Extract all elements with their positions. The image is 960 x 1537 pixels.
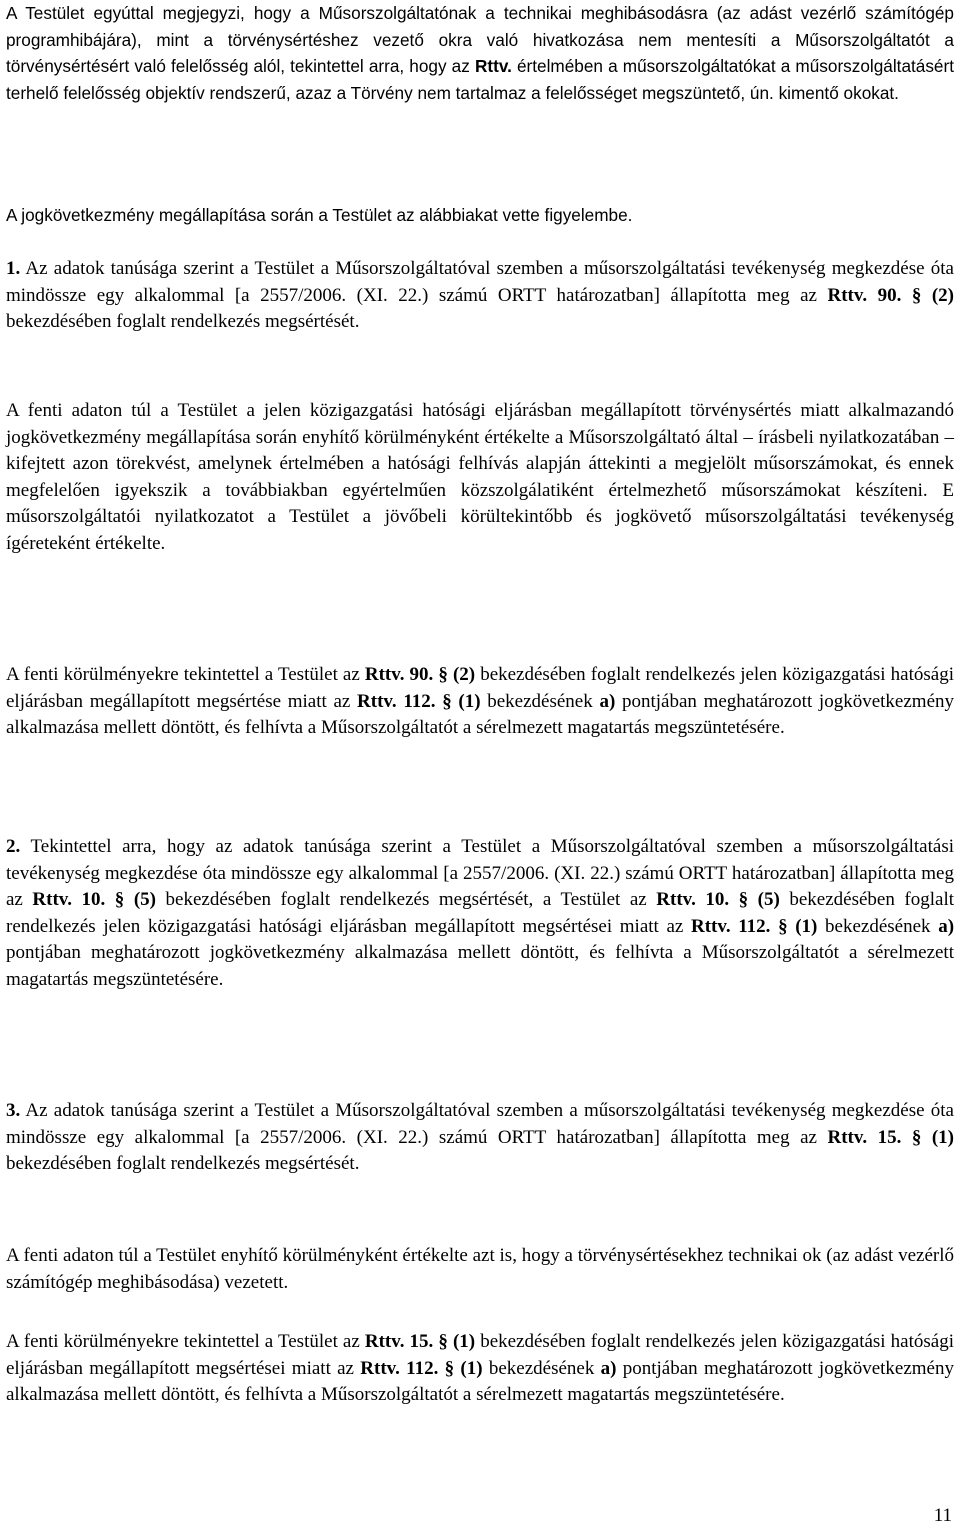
text-run: A fenti körülményekre tekintettel a Testület az (6, 664, 365, 685)
bold-run: Rttv. (474, 56, 512, 77)
text-run: A jogkövetkezmény megállapítása során a Testület az alábbiakat vette figyelembe. (6, 205, 633, 225)
bold-run: Rttv. 10. § (5) (656, 889, 780, 911)
text-run: A fenti adaton túl a Testület enyhítő körülményként értékelte azt is, hogy a törvénysértésekhez technikai ok (az adást vezérlő számítógép meghibásodása) vezetett. (6, 1245, 954, 1293)
text-run: pontjában meghatározott jogkövetkezmény alkalmazása mellett döntött, és felhívta a Műsorszolgáltatót a sérelmezett magatartás megszüntetésére. (6, 690, 955, 739)
paragraph-decision-1 (6, 662, 954, 742)
text-run: A Testület egyúttal megjegyzi, hogy a Műsorszolgáltatónak a technikai meghibásodásra (az adást vezérlő számítógép programhibájára), mint a törvénysértéshez vezető okra való hivatkozása nem mentesíti a Műsorszolgáltatót a törvénysértésért való felelősség alól, tekintettel arra, hogy az (6, 3, 954, 77)
bold-run: a) (600, 1357, 617, 1379)
text-run: bekezdésében foglalt rendelkezés megsértését. (6, 311, 360, 333)
text-run: bekezdésében foglalt rendelkezés jelen közigazgatási hatósági eljárásban megállapított megsértései miatt az (6, 1331, 954, 1379)
paragraph-point-2 (6, 834, 954, 994)
page-number: 11 (933, 1505, 952, 1526)
text-run: Az adatok tanúsága szerint a Testület a Műsorszolgáltatóval szemben a műsorszolgáltatási tevékenység megkezdése óta mindössze egy alkalommal [a 2557/2006. (XI. 22.) számú ORTT határozatban] állapította meg az (6, 258, 954, 306)
text-run: bekezdésének (480, 690, 600, 712)
text-run: bekezdésének (817, 915, 939, 937)
bold-run: Rttv. 15. § (1) (364, 1331, 476, 1352)
paragraph-point-3 (6, 1098, 954, 1178)
text-run: bekezdésében foglalt rendelkezés jelen közigazgatási hatósági eljárásban megállapított megsértései miatt az (6, 889, 954, 937)
text-run: A fenti körülményekre tekintettel a Testület az (6, 1331, 365, 1352)
paragraph-liability-note (6, 0, 954, 106)
bold-run: Rttv. 15. § (1) (827, 1126, 954, 1148)
text-run: Az adatok tanúsága szerint a Testület a Műsorszolgáltatóval szemben a műsorszolgáltatási tevékenység megkezdése óta mindössze egy alkalommal [a 2557/2006. (XI. 22.) számú ORTT határozatban] állapította meg az (6, 1100, 954, 1148)
bold-run: 1. (6, 258, 21, 279)
text-run: bekezdésében foglalt rendelkezés megsértését, a Testület az (155, 889, 657, 911)
bold-run: 2. (6, 836, 21, 857)
paragraph-technical-cause (6, 1243, 954, 1296)
bold-run: Rttv. 90. § (2) (827, 284, 954, 306)
bold-run: Rttv. 112. § (1) (360, 1357, 483, 1379)
text-run: pontjában meghatározott jogkövetkezmény alkalmazása mellett döntött, és felhívta a Műsorszolgáltatót a sérelmezett magatartás megszüntetésére. (6, 942, 954, 990)
bold-run: a) (599, 690, 616, 712)
bold-run: a) (938, 915, 955, 937)
text-run: bekezdésében foglalt rendelkezés megsértését. (6, 1153, 360, 1175)
text-run: bekezdésének (482, 1357, 601, 1379)
bold-run: Rttv. 90. § (2) (364, 664, 476, 685)
bold-run: Rttv. 10. § (5) (32, 889, 156, 911)
bold-run: 3. (6, 1100, 21, 1121)
text-run: bekezdésében foglalt rendelkezés jelen közigazgatási hatósági eljárásban megállapított megsértése miatt az (6, 664, 954, 712)
text-run: pontjában meghatározott jogkövetkezmény alkalmazása mellett döntött, és felhívta a Műsorszolgáltatót a sérelmezett magatartás megszüntetésére. (6, 1357, 954, 1406)
paragraph-mitigating-circumstances (6, 398, 954, 558)
text-run: értelmében a műsorszolgáltatókat a műsorszolgáltatásért terhelő felelősség objektív rendszerű, azaz a Törvény nem tartalmaz a felelősséget megszüntető, ún. kimentő okokat. (6, 56, 954, 103)
bold-run: Rttv. 112. § (1) (357, 690, 481, 712)
text-run: Tekintettel arra, hogy az adatok tanúsága szerint a Testület a Műsorszolgáltatóval szemben a műsorszolgáltatási tevékenység megkezdése óta mindössze egy alkalommal [a 2557/2006. (XI. 22.) számú ORTT határozatban] állapította meg az (6, 836, 954, 911)
paragraph-legal-consequence-intro (6, 202, 954, 229)
bold-run: Rttv. 112. § (1) (691, 915, 818, 937)
paragraph-decision-3 (6, 1329, 954, 1409)
paragraph-point-1 (6, 256, 954, 336)
text-run: A fenti adaton túl a Testület a jelen közigazgatási hatósági eljárásban megállapított törvénysértés miatt alkalmazandó jogkövetkezmény megállapítása során enyhítő körülményként értékelte a Műsorszolgáltató által – írásbeli nyilatkozatában – kifejtett azon törekvést, amelynek értelmében a hatósági felhívás alapján áttekinti a megjelölt műsorszámokat, és ennek megfelelően igyekszik a továbbiakban egyértelműen közszolgálatiként értelmezhető műsorszámokat készíteni. E műsorszolgáltatói nyilatkozatot a Testület a jövőbeli körültekintőbb és jogkövető műsorszolgáltatási tevékenység ígéreteként értékelte. (6, 400, 954, 554)
